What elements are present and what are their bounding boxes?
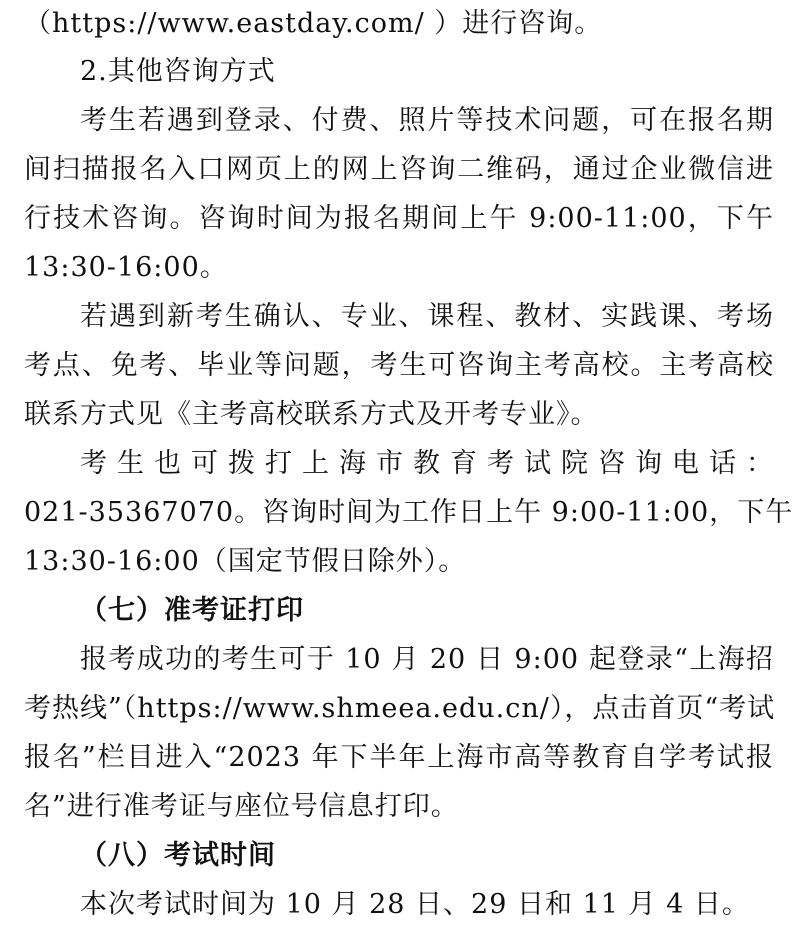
section-heading-7: （七）准考证打印: [80, 595, 304, 626]
text-line-16: 报名”栏目进入“2023 年下半年上海市高等教育自学考试报: [24, 742, 774, 773]
section-heading-8: （八）考试时间: [80, 840, 276, 871]
text-line-6: 13:30-16:00。: [24, 252, 228, 283]
text-line-19: 本次考试时间为 10 月 28 日、29 日和 11 月 4 日。: [80, 889, 750, 920]
text-line-4: 间扫描报名入口网页上的网上咨询二维码，通过企业微信进: [24, 154, 774, 185]
text-line-15: 考热线”（https://www.shmeea.edu.cn/），点击首页“考试: [24, 693, 776, 724]
text-line-12: 13:30-16:00（国定节假日除外）。: [24, 546, 467, 577]
text-line-14: 报考成功的考生可于 10 月 20 日 9:00 起登录“上海招: [80, 644, 774, 675]
text-line-17: 名”进行准考证与座位号信息打印。: [24, 791, 459, 822]
text-line-1: （https://www.eastday.com/ ）进行咨询。: [24, 8, 603, 39]
text-line-10: 考生也可拨打上海市教育考试院咨询电话：: [80, 448, 774, 479]
text-line-3: 考生若遇到登录、付费、照片等技术问题，可在报名期: [80, 105, 774, 136]
text-line-8: 考点、免考、毕业等问题，考生可咨询主考高校。主考高校: [24, 350, 774, 381]
text-line-5: 行技术咨询。咨询时间为报名期间上午 9:00-11:00，下午: [24, 203, 774, 234]
text-line-7: 若遇到新考生确认、专业、课程、教材、实践课、考场: [80, 301, 774, 332]
section-heading-2: 2.其他咨询方式: [80, 56, 276, 87]
text-line-9: 联系方式见《主考高校联系方式及开考专业》。: [24, 399, 599, 430]
text-line-11: 021-35367070。咨询时间为工作日上午 9:00-11:00，下午: [24, 497, 794, 528]
